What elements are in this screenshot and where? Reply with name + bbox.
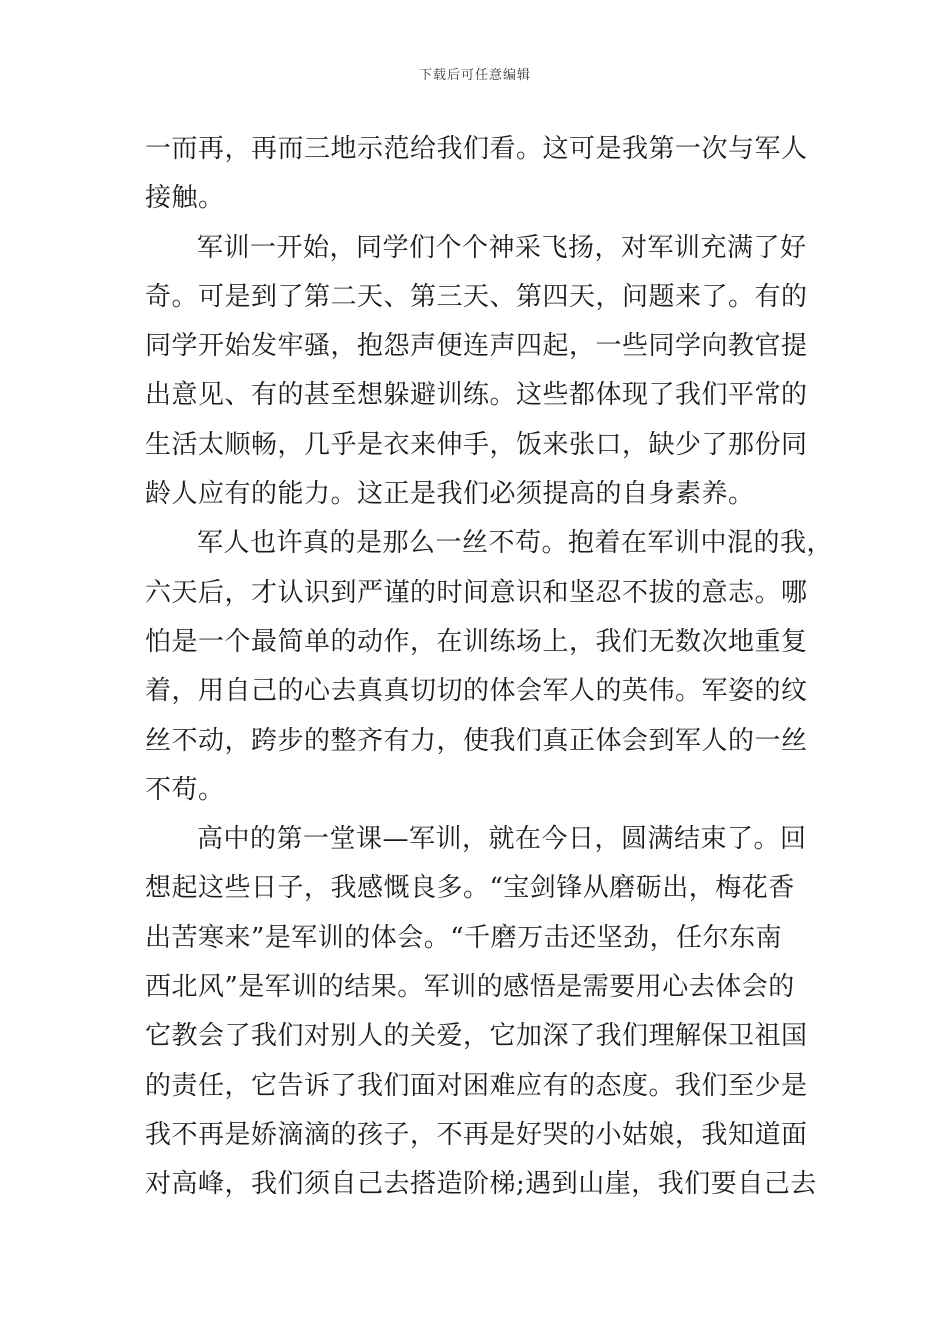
text-line: 出意见、有的甚至想躲避训练。这些都体现了我们平常的 bbox=[145, 380, 808, 411]
text-line: 的责任，它告诉了我们面对困难应有的态度。我们至少是 bbox=[145, 1070, 808, 1101]
text-line: 它教会了我们对别人的关爱，它加深了我们理解保卫祖国 bbox=[145, 1021, 808, 1052]
page-header: 下载后可任意编辑 bbox=[418, 68, 531, 83]
text-line: 生活太顺畅，几乎是衣来伸手，饭来张口，缺少了那份同 bbox=[145, 429, 808, 460]
text-line: 奇。可是到了第二天、第三天、第四天，问题来了。有的 bbox=[145, 281, 808, 312]
text-line: 军训一开始，同学们个个神采飞扬，对军训充满了好 bbox=[197, 232, 807, 263]
text-line: 高中的第一堂课—军训，就在今日，圆满结束了。回 bbox=[197, 824, 807, 855]
paragraph bbox=[145, 224, 815, 520]
paragraph bbox=[145, 815, 815, 1209]
text-line: 不苟。 bbox=[145, 774, 225, 805]
text-line: 龄人应有的能力。这正是我们必须提高的自身素养。 bbox=[145, 479, 755, 510]
text-line: 怕是一个最简单的动作，在训练场上，我们无数次地重复 bbox=[145, 626, 808, 657]
text-line: 军人也许真的是那么一丝不苟。抱着在军训中混的我， bbox=[197, 528, 834, 559]
text-line: 同学开始发牢骚，抱怨声便连声四起，一些同学向教官提 bbox=[145, 331, 808, 362]
paragraph bbox=[145, 519, 834, 815]
text-line: 西北风”是军训的结果。军训的感悟是需要用心去体会的 bbox=[145, 972, 795, 1003]
text-line: 接触。 bbox=[145, 183, 225, 214]
paragraph bbox=[145, 125, 815, 224]
text-line: 一而再，再而三地示范给我们看。这可是我第一次与军人 bbox=[145, 134, 808, 164]
text-line: 对高峰，我们须自己去搭造阶梯;遇到山崖，我们要自己去 bbox=[145, 1169, 817, 1200]
document-body bbox=[145, 125, 834, 1210]
text-line: 六天后，才认识到严谨的时间意识和坚忍不拔的意志。哪 bbox=[145, 577, 808, 608]
text-line: 我不再是娇滴滴的孩子，不再是好哭的小姑娘，我知道面 bbox=[145, 1119, 808, 1150]
text-line: 想起这些日子，我感慨良多。“宝剑锋从磨砺出，梅花香 bbox=[145, 873, 795, 904]
text-line: 丝不动，跨步的整齐有力，使我们真正体会到军人的一丝 bbox=[145, 725, 808, 756]
text-line: 出苦寒来”是军训的体会。“千磨万击还坚劲，任尔东南 bbox=[145, 922, 783, 953]
text-line: 着，用自己的心去真真切切的体会军人的英伟。军姿的纹 bbox=[145, 676, 808, 707]
